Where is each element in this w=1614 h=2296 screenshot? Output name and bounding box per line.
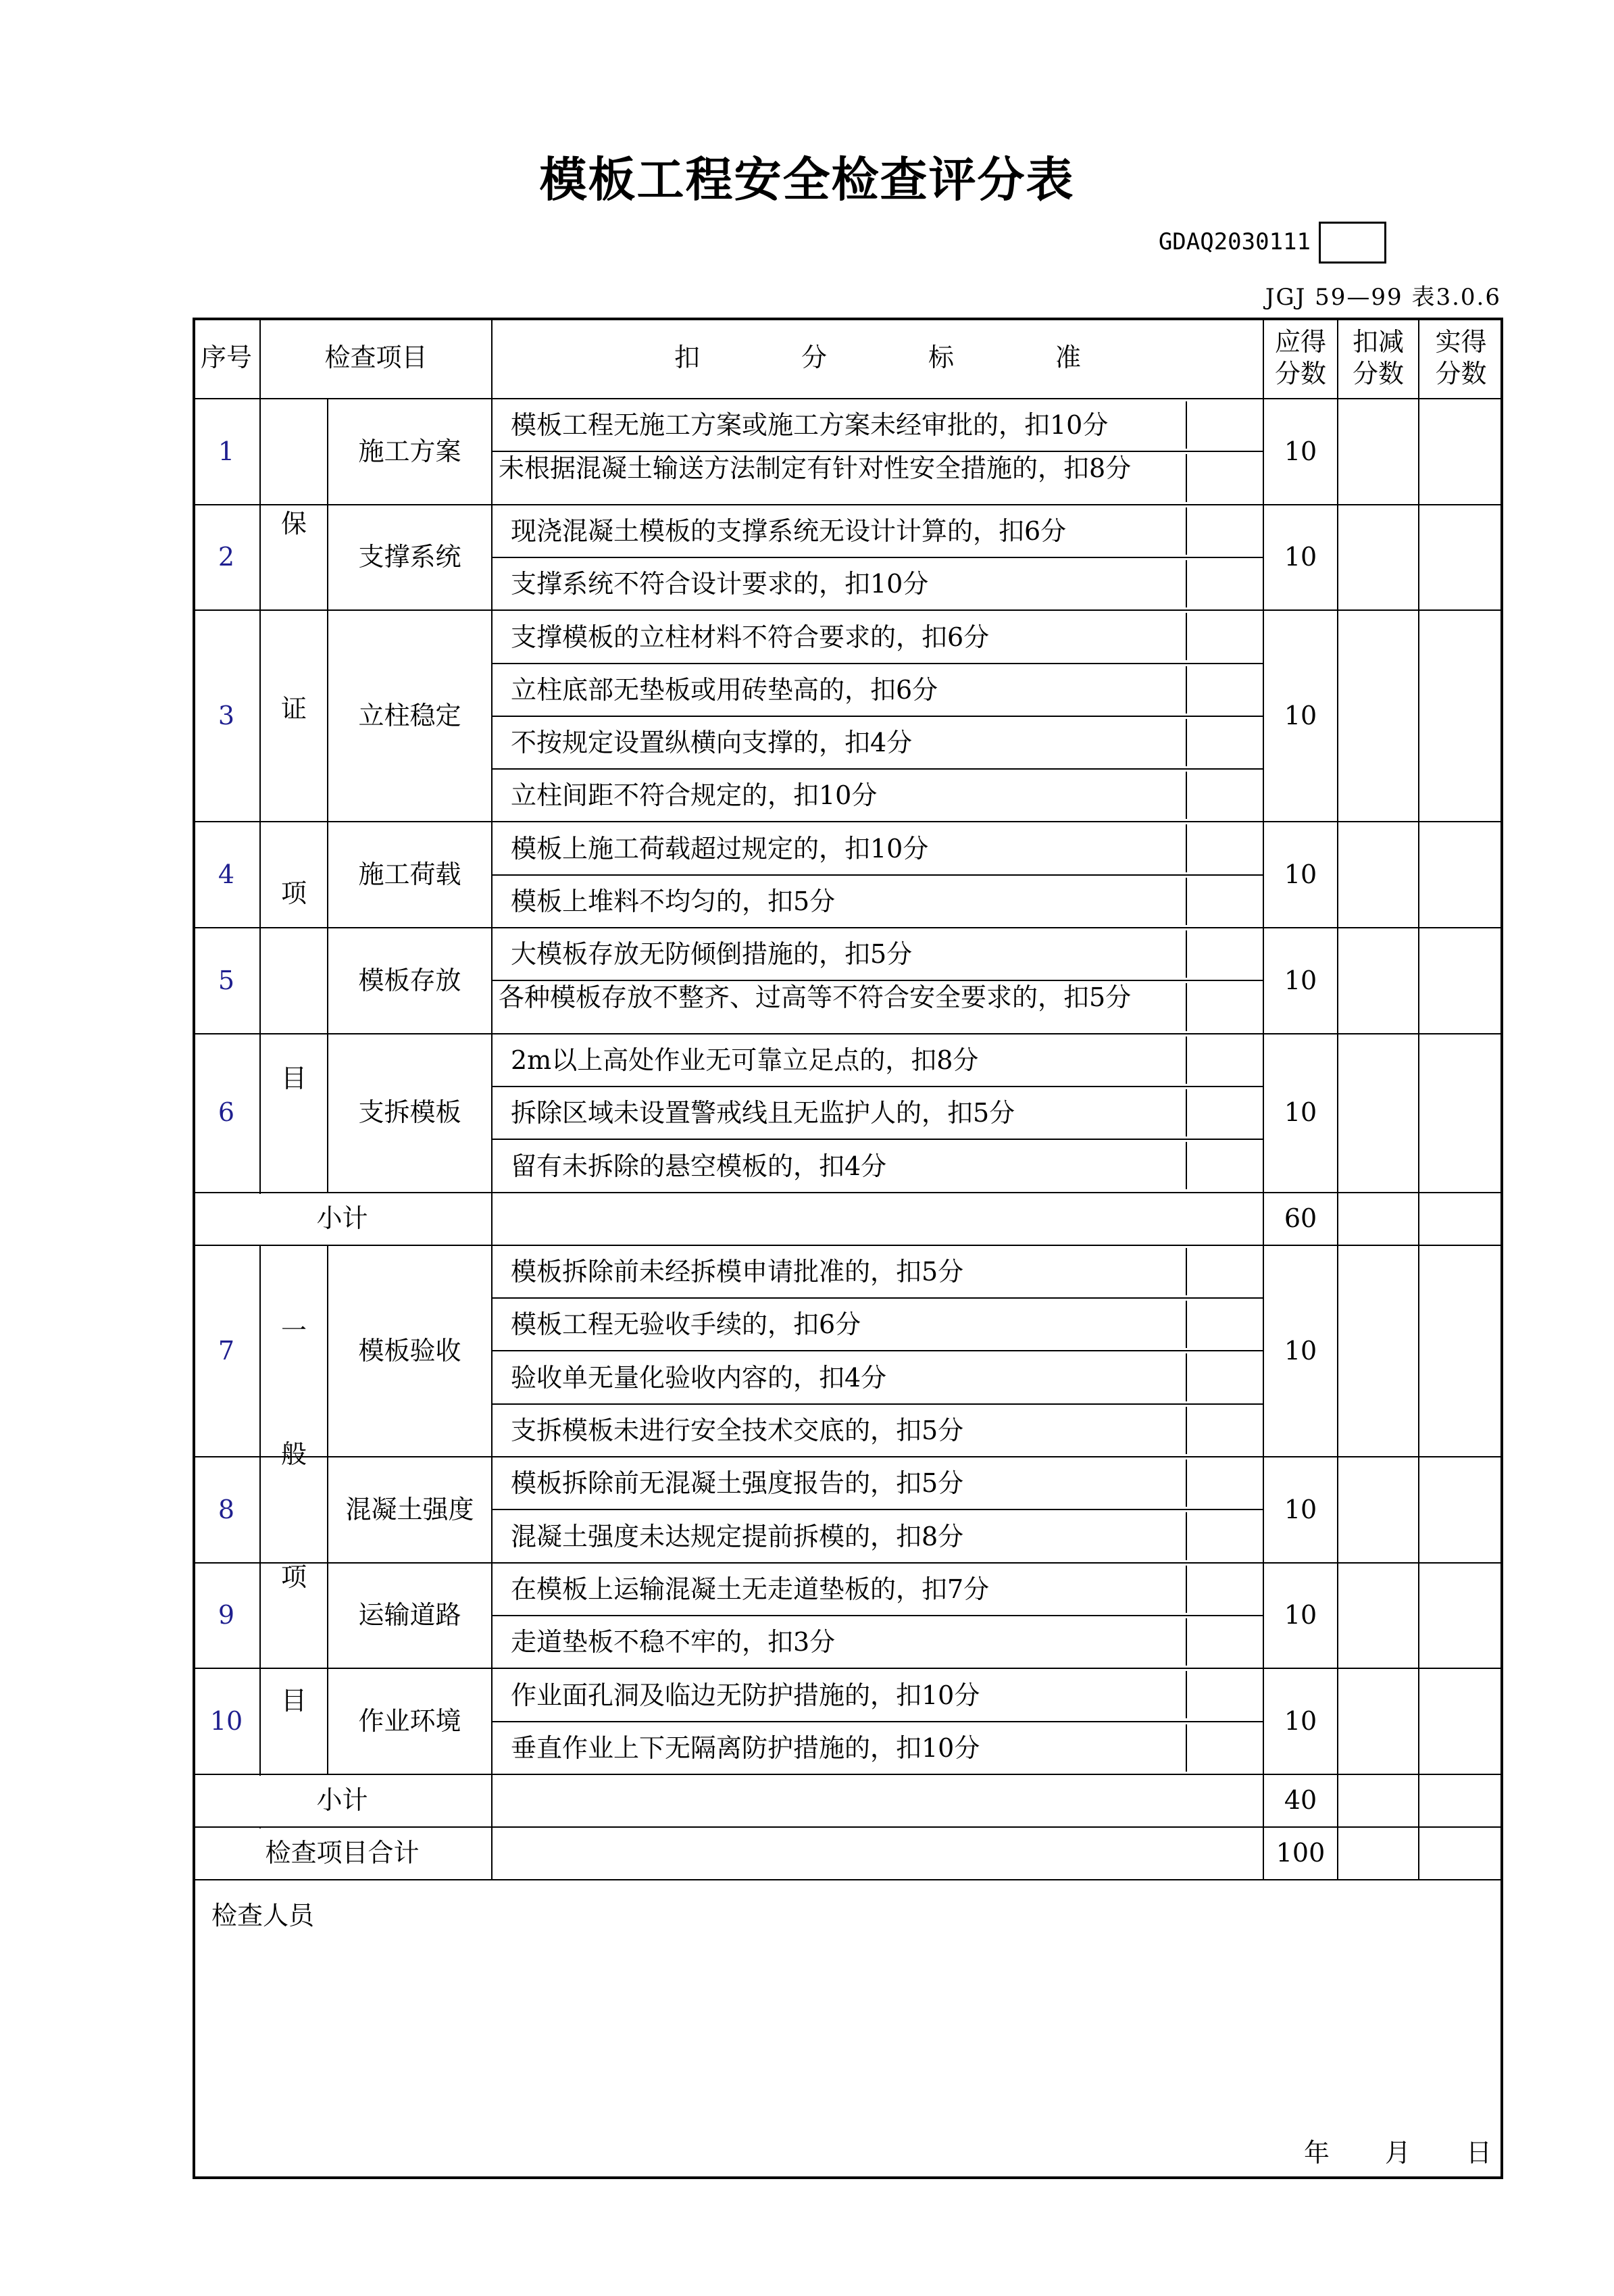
grid-line (1263, 318, 1264, 1880)
criteria-text: 2m以上高处作业无可靠立足点的，扣8分 (511, 1045, 979, 1075)
grid-line (1186, 1566, 1187, 1613)
grid-line (1186, 454, 1187, 501)
item-number: 2 (218, 542, 235, 572)
header-criteria-char: 分 (801, 343, 827, 373)
grid-line (193, 398, 1503, 399)
grid-line (1186, 1037, 1187, 1084)
criteria-text: 立柱底部无垫板或用砖垫高的，扣6分 (511, 674, 938, 705)
header-criteria-char: 准 (1055, 343, 1081, 373)
grid-line (1186, 1301, 1187, 1348)
document-code: GDAQ2030111 (1158, 228, 1311, 255)
group-label-char: 项 (280, 878, 307, 909)
grid-line (1186, 772, 1187, 819)
subtotal-guarantee-score: 60 (1284, 1203, 1317, 1233)
item-number: 9 (218, 1600, 235, 1630)
grid-line (1186, 1724, 1187, 1772)
grid-line (492, 1615, 1263, 1616)
grid-line (492, 1350, 1263, 1351)
group-label-char: 一 (280, 1316, 307, 1346)
item-name: 运输道路 (358, 1600, 461, 1630)
item-name: 施工荷载 (358, 859, 461, 889)
grid-line (1186, 824, 1187, 872)
grid-line (1186, 507, 1187, 555)
inspector-label: 检查人员 (211, 1901, 315, 1931)
criteria-text: 作业面孔洞及临边无防护措施的，扣10分 (511, 1680, 980, 1710)
item-number: 7 (218, 1335, 235, 1366)
header-criteria-char: 标 (928, 343, 954, 373)
item-number: 4 (218, 859, 235, 889)
grid-line (1186, 1248, 1187, 1295)
criteria-text: 模板上施工荷载超过规定的，扣10分 (511, 833, 929, 864)
item-due-score: 10 (1284, 701, 1317, 731)
grid-line (492, 716, 1263, 717)
criteria-text: 不按规定设置纵横向支撑的，扣4分 (511, 728, 913, 758)
criteria-text: 各种模板存放不整齐、过高等不符合安全要求的，扣5分 (499, 983, 1132, 1013)
group-label-char: 项 (280, 1562, 307, 1593)
grid-line (1186, 878, 1187, 925)
item-due-score: 10 (1284, 1705, 1317, 1736)
item-name: 模板验收 (358, 1335, 461, 1366)
grid-line (327, 399, 328, 1193)
grid-line (1186, 1353, 1187, 1401)
page-title: 模板工程安全检查评分表 (539, 152, 1075, 207)
header-seq: 序号 (200, 343, 252, 373)
grid-line (1186, 1459, 1187, 1507)
date-label: 日 (1466, 2138, 1492, 2168)
item-due-score: 10 (1284, 1494, 1317, 1524)
grid-line (1186, 719, 1187, 766)
grid-line (193, 1245, 1503, 1246)
item-name: 模板存放 (358, 965, 461, 995)
grid-line (492, 451, 1263, 452)
grid-line (1337, 318, 1338, 1880)
grid-line (1186, 401, 1187, 449)
item-number: 10 (209, 1705, 243, 1736)
grid-line (259, 318, 261, 1880)
header-criteria-char: 扣 (674, 343, 700, 373)
grid-line (1186, 1512, 1187, 1559)
date-label: 月 (1385, 2138, 1411, 2168)
grid-line (327, 1245, 328, 1774)
grid-line (492, 1139, 1263, 1140)
item-name: 作业环境 (358, 1705, 461, 1736)
criteria-text: 支撑系统不符合设计要求的，扣10分 (511, 569, 929, 599)
item-number: 6 (218, 1097, 235, 1128)
criteria-text: 验收单无量化验收内容的，扣4分 (511, 1362, 887, 1393)
header-deduct-score: 扣减 分数 (1352, 326, 1404, 389)
group-label-char: 保 (280, 509, 307, 539)
grid-line (492, 980, 1263, 981)
grid-line (1186, 1671, 1187, 1718)
criteria-text: 支撑模板的立柱材料不符合要求的，扣6分 (511, 622, 990, 652)
criteria-text: 混凝土强度未达规定提前拆模的，扣8分 (511, 1521, 964, 1551)
criteria-text: 未根据混凝土输送方法制定有针对性安全措施的，扣8分 (499, 454, 1132, 484)
item-due-score: 10 (1284, 1097, 1317, 1128)
grid-line (492, 1509, 1263, 1510)
criteria-text: 立柱间距不符合规定的，扣10分 (511, 780, 878, 811)
criteria-text: 留有未拆除的悬空模板的，扣4分 (511, 1151, 887, 1181)
item-name: 支撑系统 (358, 542, 461, 572)
criteria-text: 支拆模板未进行安全技术交底的，扣5分 (511, 1416, 964, 1446)
criteria-text: 模板工程无验收手续的，扣6分 (511, 1309, 861, 1340)
grid-line (492, 663, 1263, 664)
grid-line (491, 318, 493, 1880)
summary-mask (259, 1194, 262, 1245)
grid-line (1186, 1407, 1187, 1454)
grid-line (1186, 560, 1187, 607)
item-due-score: 10 (1284, 542, 1317, 572)
criteria-text: 在模板上运输混凝土无走道垫板的，扣7分 (511, 1574, 990, 1604)
header-item: 检查项目 (324, 343, 428, 373)
grid-line (1186, 983, 1187, 1030)
subtotal-general-score: 40 (1284, 1785, 1317, 1816)
header-due-score: 应得 分数 (1274, 326, 1326, 389)
summary-mask (259, 1776, 262, 1826)
grid-line (492, 768, 1263, 770)
criteria-text: 垂直作业上下无隔离防护措施的，扣10分 (511, 1732, 980, 1763)
document-code-box (1319, 222, 1386, 264)
grid-line (492, 1086, 1263, 1087)
summary-mask (259, 1828, 262, 1879)
criteria-text: 走道垫板不稳不牢的，扣3分 (511, 1627, 836, 1657)
item-due-score: 10 (1284, 1335, 1317, 1366)
grid-line (1186, 1089, 1187, 1137)
item-due-score: 10 (1284, 1600, 1317, 1630)
grid-line (492, 557, 1263, 558)
grid-line (193, 1879, 1503, 1880)
group-label-char: 目 (280, 1064, 307, 1094)
header-actual-score: 实得 分数 (1435, 326, 1487, 389)
criteria-text: 模板拆除前无混凝土强度报告的，扣5分 (511, 1468, 964, 1499)
item-name: 支拆模板 (358, 1097, 461, 1128)
grid-line (1186, 930, 1187, 978)
item-number: 1 (218, 436, 235, 466)
item-name: 混凝土强度 (345, 1494, 474, 1524)
grid-line (492, 874, 1263, 876)
criteria-text: 现浇混凝土模板的支撑系统无设计计算的，扣6分 (511, 516, 1067, 546)
subtotal-guarantee-label: 小计 (316, 1203, 368, 1233)
criteria-text: 大模板存放无防倾倒措施的，扣5分 (511, 939, 913, 970)
item-name: 立柱稳定 (358, 701, 461, 731)
grid-line (1186, 1618, 1187, 1666)
grid-line (492, 1297, 1263, 1299)
item-number: 8 (218, 1494, 235, 1524)
grid-line (1418, 318, 1419, 1880)
item-due-score: 10 (1284, 436, 1317, 466)
item-due-score: 10 (1284, 965, 1317, 995)
date-label: 年 (1304, 2138, 1330, 2168)
subtotal-general-label: 小计 (316, 1785, 368, 1816)
group-label-char: 目 (280, 1685, 307, 1716)
grand-total-score: 100 (1276, 1838, 1326, 1868)
grand-total-label: 检查项目合计 (265, 1838, 420, 1868)
group-label-char: 证 (280, 693, 307, 724)
standard-reference: JGJ 59—99 表3.0.6 (1265, 284, 1501, 311)
criteria-text: 模板上堆料不均匀的，扣5分 (511, 887, 836, 917)
grid-line (1186, 1142, 1187, 1189)
item-due-score: 10 (1284, 859, 1317, 889)
criteria-text: 模板工程无施工方案或施工方案未经审批的，扣10分 (511, 410, 1109, 441)
item-number: 3 (218, 701, 235, 731)
group-label-char: 般 (280, 1439, 307, 1469)
grid-line (492, 1403, 1263, 1405)
criteria-text: 拆除区域未设置警戒线且无监护人的，扣5分 (511, 1098, 1015, 1128)
grid-line (1186, 666, 1187, 714)
item-number: 5 (218, 965, 235, 995)
header-criteria (492, 318, 1263, 399)
grid-line (492, 1721, 1263, 1722)
criteria-text: 模板拆除前未经拆模申请批准的，扣5分 (511, 1257, 964, 1287)
grid-line (1186, 613, 1187, 660)
item-name: 施工方案 (358, 436, 461, 466)
